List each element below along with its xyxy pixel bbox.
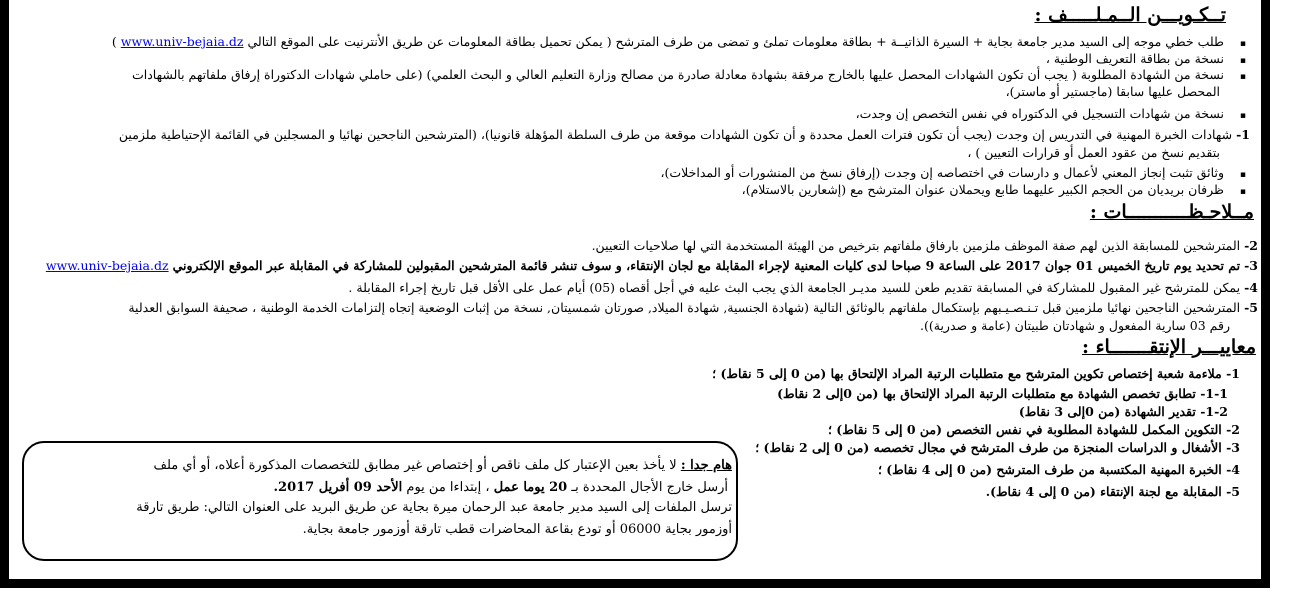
website-link[interactable]: www.univ-bejaia.dz	[45, 258, 169, 273]
criteria-item-2	[828, 422, 1240, 437]
dossier-item-marker: ▪	[1239, 187, 1246, 197]
remark-item-5-continuation: رقم 03 سارية المفعول و شهادتان طبيتان (عامة و صدرية)).	[920, 318, 1230, 333]
dossier-item-marker: ▪	[1239, 39, 1246, 49]
criteria-item-5	[986, 484, 1240, 499]
remark-text: يمكن للمترشح غير المقبول للمشاركة في المسابقة تقديم طعن للسيد مديـر الجامعة الذي يجب البث عليه في أجل أقصاه (05) أيام عمل على الأقل قبل تاريخ إجراء المقابلة .	[348, 280, 1241, 295]
remark-item-2	[592, 238, 1258, 253]
notice-text: أرسل خارج الأجال المحددة بـ	[571, 480, 728, 495]
criteria-text: ملاءمة شعبة إختصاص تكوين المترشح مع متطلبات الرتبة المراد الإلتحاق بها (من 0 إلى 5 نقاط) ؛	[712, 366, 1222, 381]
remark-text: المترشحين الناجحين نهائيا ملزمين قبل تـنـصـيـبهم بإستكمال ملفاتهم بالوثائق التالية (شهادة الجنسية, شهادة الميلاد, صورتان شمسيتان, نسخة من إثبات الوضعية إتجاه إلتزامات الخدمة الوطنية ، صحيفة السوابق العدلية	[128, 300, 1241, 315]
remark-item-4	[348, 280, 1258, 295]
dossier-item-text: وثائق تثبت إنجاز المعني لأعمال و دارسات في اختصاصه إن وجدت (إرفاق نسخ من المنشورات أو المداخلات)،	[660, 165, 1224, 180]
criteria-marker: 1-1-	[1200, 386, 1228, 401]
dossier-item-text: شهادات الخبرة المهنية في التدريس إن وجدت (يجب أن تكون فترات العمل محددة و أن تكون الشهادات موقعة من طرف السلطة المؤهلة قانونيا)، (المترشحين الناجحين نهائيا و المسجلين في القائمة الإحتياطية ملزمين	[118, 127, 1233, 142]
criteria-text: تطابق تخصص الشهادة مع متطلبات الرتبة المراد الإلتحاق بها (من 0إلى 2 نقاط)	[777, 386, 1196, 401]
dossier-item-5	[119, 127, 1250, 142]
dossier-item-marker: 1-	[1236, 127, 1250, 142]
dossier-item-text: نسخة من بطاقة التعريف الوطنية ،	[1045, 51, 1224, 66]
dossier-item-text: طلب خطي موجه إلى السيد مدير جامعة بجاية + السيرة الذاتيــة + بطاقة معلومات تملئ و تمضى من طرف المترشح ( يمكن تحميل بطاقة المعلومات عن طريق الأنترنيت على الموقع التالي	[247, 34, 1224, 49]
criteria-item-3	[755, 440, 1240, 455]
criteria-item-1-1	[777, 386, 1228, 401]
dossier-item-1	[112, 34, 1246, 52]
remark-item-3	[46, 258, 1258, 273]
notice-line-1	[154, 458, 732, 473]
criteria-title: معاييـــر الإنتقـــــــاء :	[1081, 336, 1256, 358]
dossier-item-4	[856, 106, 1246, 124]
notice-text: لا يأخذ بعين الإعتبار كل ملف ناقص أو إختصاص غير مطابق للتخصصات المذكورة أعلاه، أو أي ملف	[153, 458, 677, 473]
criteria-marker: 1-2-	[1200, 404, 1228, 419]
criteria-marker: 1-	[1226, 366, 1240, 381]
website-link[interactable]: www.univ-bejaia.dz	[120, 34, 244, 49]
notice-text: ، إبتداءا من يوم	[406, 480, 490, 495]
criteria-text: تقدير الشهادة (من 0إلى 3 نقاط)	[1018, 404, 1196, 419]
remark-marker: 2-	[1244, 238, 1258, 253]
criteria-marker: 2-	[1226, 422, 1240, 437]
dossier-item-3-continuation: المحصل عليها سابقا (ماجستير أو ماستر)،	[1005, 84, 1220, 99]
dossier-item-marker: ▪	[1239, 72, 1246, 82]
remark-marker: 4-	[1244, 280, 1258, 295]
remark-marker: 3-	[1244, 258, 1258, 273]
remark-item-5	[128, 300, 1258, 315]
dossier-item-marker: ▪	[1239, 111, 1246, 121]
criteria-text: الخبرة المهنية المكتسبة من طرف المترشح (من 0 إلى 4 نقاط) ؛	[877, 462, 1222, 477]
notice-line-2	[274, 480, 728, 495]
dossier-item-7	[742, 182, 1246, 200]
notice-line-3: ترسل الملفات إلى السيد مدير جامعة عبد الرحمان ميرة بجاية عن طريق البريد على العنوان التالي: طريق تارقة	[136, 500, 732, 515]
criteria-marker: 5-	[1226, 484, 1240, 499]
criteria-marker: 4-	[1226, 462, 1240, 477]
dossier-item-text: نسخة من شهادات التسجيل في الدكتوراه في نفس التخصص إن وجدت،	[855, 106, 1224, 121]
remark-marker: 5-	[1244, 300, 1258, 315]
notice-line-4: أوزمور بجاية 06000 أو تودع بقاعة المحاضرات قطب تارقة أوزمور جامعة بجاية.	[302, 522, 732, 537]
notice-date: الأحد 09 أفريل 2017.	[273, 480, 403, 495]
criteria-item-4	[878, 462, 1240, 477]
notice-deadline: 20 يوما عمل	[493, 480, 568, 495]
dossier-item-6	[660, 165, 1246, 183]
remarks-title: مــلاحـظـــــــــــات :	[1089, 201, 1254, 223]
criteria-text: التكوين المكمل للشهادة المطلوبة في نفس التخصص (من 0 إلى 5 نقاط) ؛	[827, 422, 1222, 437]
criteria-text: الأشغال و الدراسات المنجزة من طرف المترشح في مجال تخصصه (من 0 إلى 2 نقاط) ؛	[755, 440, 1222, 455]
criteria-text: المقابلة مع لجنة الإنتقاء (من 0 إلى 4 نقاط).	[985, 484, 1222, 499]
remark-text: تم تحديد يوم تاريخ الخميس 01 جوان 2017 على الساعة 9 صباحا لدى كليات المعنية لإجراء المقابلة مع لجان الإنتقاء، و سوف تنشر قائمة المترشحين المقبولين للمشاركة في المقابلة عبر الموقع الإلكتروني	[172, 258, 1241, 273]
dossier-item-text: ظرفان بريديان من الحجم الكبير عليهما طابع ويحملان عنوان المترشح مع (إشعارين بالاستلام)،	[741, 182, 1224, 197]
dossier-item-5-continuation: بتقديم نسخ من عقود العمل أو قرارات التعيين ) ،	[967, 145, 1220, 160]
dossier-item-marker: ▪	[1239, 56, 1246, 66]
dossier-item-marker: ▪	[1239, 170, 1246, 180]
dossier-item-tail: )	[111, 34, 117, 49]
dossier-item-text: نسخة من الشهادة المطلوبة ( يجب أن تكون الشهادات المحصل عليها بالخارج مرفقة بشهادة معادلة صادرة من مصالح وزارة التعليم العالي و البحث العلمي) (على حاملي شهادات الدكتوراة إرفاق ملفاتهم بالشهادات	[131, 67, 1224, 82]
criteria-marker: 3-	[1226, 440, 1240, 455]
criteria-item-1-2	[1019, 404, 1228, 419]
dossier-item-3	[132, 67, 1246, 85]
criteria-item-1	[712, 366, 1240, 381]
dossier-title: تــكـويـــن الــمـلـــــف :	[1034, 4, 1226, 26]
remark-text: المترشحين للمسابقة الذين لهم صفة الموظف ملزمين بارفاق ملفاتهم بترخيص من الهيئة المستخدمة التي لها صلاحيات التعيين.	[591, 238, 1241, 253]
important-label: هام جدا :	[680, 458, 732, 473]
